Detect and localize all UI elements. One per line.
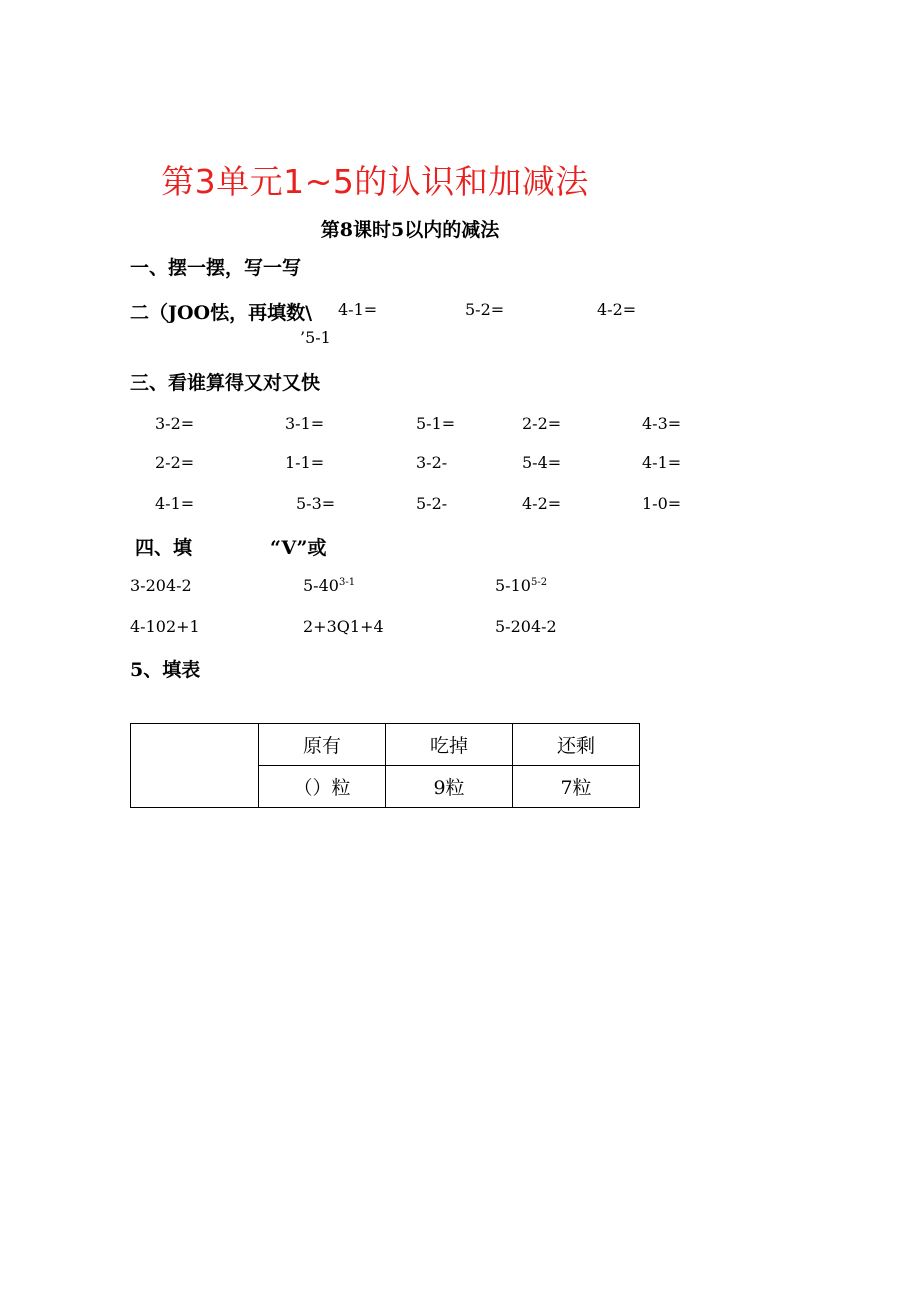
equation: 5-1= xyxy=(416,414,456,433)
equation: 3-2= xyxy=(155,414,195,433)
table-value-cell: 7粒 xyxy=(513,766,640,808)
section2-equation: 4-2= xyxy=(597,300,637,319)
equation: 2-2= xyxy=(522,414,562,433)
equation: 4-3= xyxy=(642,414,682,433)
section2-equation: 4-1= xyxy=(338,300,378,319)
compare-expression: 3-204-2 xyxy=(130,576,192,595)
section1-heading: 一、摆一摆，写一写 xyxy=(130,257,302,279)
equation: 5-4= xyxy=(522,453,562,472)
compare-expression: 4-102+1 xyxy=(130,617,200,636)
section2-extra: ’5-1 xyxy=(300,328,331,347)
lesson-subtitle: 第8课时5以内的减法 xyxy=(320,219,500,241)
table-header-cell: 原有 xyxy=(259,724,386,766)
compare-expression: 5-40$^{3-1}$ xyxy=(303,576,356,595)
section5-heading: 5、填表 xyxy=(130,659,201,681)
table-header-cell: 吃掉 xyxy=(386,724,513,766)
equation: 1-1= xyxy=(285,453,325,472)
table-value-cell: （）粒 xyxy=(259,766,386,808)
section2-equation: 5-2= xyxy=(465,300,505,319)
equation: 1-0= xyxy=(642,494,682,513)
compare-expression: 5-204-2 xyxy=(495,617,557,636)
compare-expression: 2+3Q1+4 xyxy=(303,617,384,636)
table-blank-cell xyxy=(131,724,259,808)
equation: 4-1= xyxy=(642,453,682,472)
equation: 5-3= xyxy=(296,494,336,513)
equation: 3-2- xyxy=(416,453,448,472)
equation: 4-1= xyxy=(155,494,195,513)
equation: 2-2= xyxy=(155,453,195,472)
page-title: 第3单元1~5的认识和加减法 xyxy=(161,162,589,201)
table-value-cell: 9粒 xyxy=(386,766,513,808)
section4-heading-symbols: “V”或 xyxy=(270,537,327,559)
section3-heading: 三、看谁算得又对又快 xyxy=(130,372,321,394)
equation: 4-2= xyxy=(522,494,562,513)
equation: 5-2- xyxy=(416,494,448,513)
table-header-cell: 还剩 xyxy=(513,724,640,766)
section2-heading: 二（JOO怯，再填数\ xyxy=(130,302,313,324)
table-row xyxy=(131,724,640,766)
equation: 3-1= xyxy=(285,414,325,433)
fill-table xyxy=(130,723,640,808)
section4-heading: 四、填 xyxy=(135,537,193,559)
compare-expression: 5-10$^{5-2}$ xyxy=(495,576,548,595)
